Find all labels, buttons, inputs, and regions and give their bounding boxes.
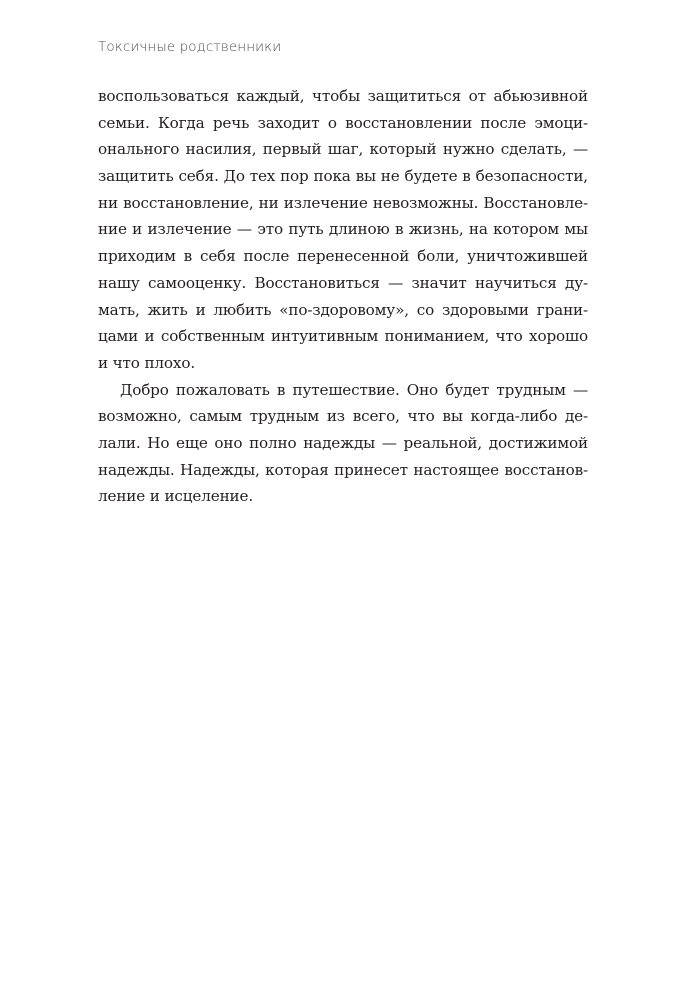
- text-line: цами и собственным интуитивным пониманием, что хорошо: [98, 327, 588, 346]
- text-line: возможно, самым трудным из всего, что вы когда-либо де-: [98, 407, 588, 426]
- text-line: надежды. Надежды, которая принесет настоящее восстанов-: [98, 460, 588, 479]
- text-line: ление и исцеление.: [98, 487, 254, 506]
- text-line: воспользоваться каждый, чтобы защититься от абьюзивной: [98, 87, 588, 105]
- text-line: Добро пожаловать в путешествие. Оно будет трудным —: [120, 380, 588, 399]
- running-header: Токсичные родственники: [98, 39, 282, 55]
- text-line: семьи. Когда речь заходит о восстановлении после эмоци-: [98, 113, 588, 132]
- text-line: мать, жить и любить «по-здоровому», со здоровыми грани-: [98, 300, 588, 319]
- paragraph-1: [98, 83, 588, 377]
- text-line: ние и излечение — это путь длиною в жизнь, на котором мы: [98, 220, 588, 239]
- text-line: приходим в себя после перенесенной боли, уничтожившей: [98, 247, 588, 266]
- paragraph-2: [98, 377, 588, 510]
- text-line: и что плохо.: [98, 353, 196, 372]
- text-line: нашу самооценку. Восстановиться — значит научиться ду-: [98, 273, 588, 292]
- text-line: онального насилия, первый шаг, который нужно сделать, —: [98, 140, 588, 159]
- body-text: [98, 83, 588, 510]
- text-line: защитить себя. До тех пор пока вы не будете в безопасности,: [98, 167, 588, 186]
- text-line: ни восстановление, ни излечение невозможны. Восстановле-: [98, 193, 588, 212]
- text-line: лали. Но еще оно полно надежды — реальной, достижимой: [98, 433, 588, 452]
